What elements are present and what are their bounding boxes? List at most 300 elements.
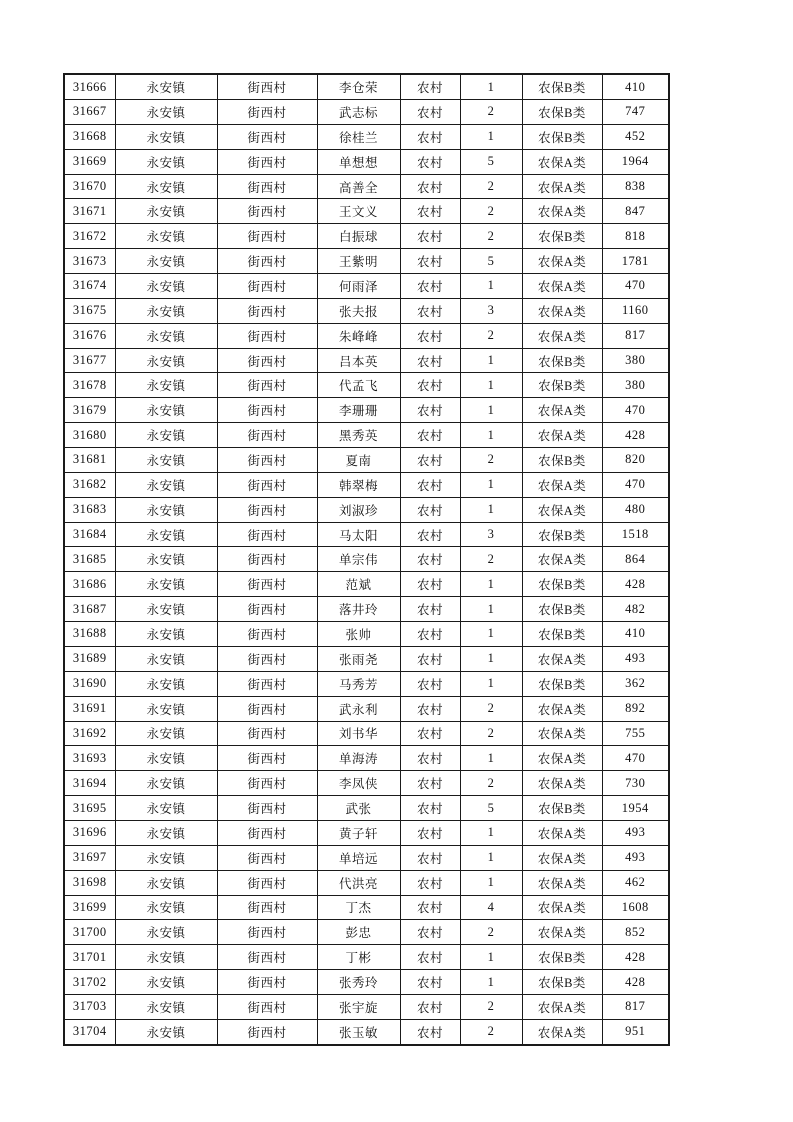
cell-serial-number: 31683 (64, 497, 115, 522)
cell-town: 永安镇 (115, 970, 217, 995)
cell-insurance-category: 农保A类 (522, 845, 602, 870)
cell-household-type: 农村 (400, 199, 460, 224)
cell-household-type: 农村 (400, 74, 460, 100)
cell-amount: 452 (602, 124, 669, 149)
cell-serial-number: 31696 (64, 820, 115, 845)
cell-household-type: 农村 (400, 124, 460, 149)
table-row (64, 74, 669, 100)
cell-person-count: 2 (460, 323, 522, 348)
cell-person-name: 张秀玲 (317, 970, 400, 995)
cell-insurance-category: 农保A类 (522, 174, 602, 199)
cell-amount: 493 (602, 646, 669, 671)
table-row (64, 174, 669, 199)
cell-town: 永安镇 (115, 1019, 217, 1045)
cell-person-count: 2 (460, 771, 522, 796)
table-row (64, 820, 669, 845)
cell-person-name: 黄子轩 (317, 820, 400, 845)
cell-serial-number: 31688 (64, 622, 115, 647)
cell-person-count: 1 (460, 423, 522, 448)
cell-person-name: 丁杰 (317, 895, 400, 920)
cell-amount: 470 (602, 472, 669, 497)
table-row (64, 597, 669, 622)
cell-person-count: 1 (460, 348, 522, 373)
cell-household-type: 农村 (400, 597, 460, 622)
cell-person-name: 王紫明 (317, 249, 400, 274)
cell-serial-number: 31684 (64, 522, 115, 547)
cell-serial-number: 31702 (64, 970, 115, 995)
cell-amount: 1964 (602, 149, 669, 174)
cell-amount: 462 (602, 870, 669, 895)
table-row (64, 994, 669, 1019)
cell-village: 街西村 (217, 870, 317, 895)
cell-insurance-category: 农保B类 (522, 448, 602, 473)
cell-town: 永安镇 (115, 746, 217, 771)
cell-person-count: 1 (460, 820, 522, 845)
cell-person-name: 王文义 (317, 199, 400, 224)
cell-village: 街西村 (217, 696, 317, 721)
cell-town: 永安镇 (115, 820, 217, 845)
table-row (64, 423, 669, 448)
cell-person-name: 刘淑珍 (317, 497, 400, 522)
cell-household-type: 农村 (400, 646, 460, 671)
cell-town: 永安镇 (115, 994, 217, 1019)
table-row (64, 970, 669, 995)
cell-serial-number: 31676 (64, 323, 115, 348)
table-row (64, 448, 669, 473)
cell-person-name: 韩翠梅 (317, 472, 400, 497)
cell-village: 街西村 (217, 448, 317, 473)
cell-household-type: 农村 (400, 820, 460, 845)
cell-town: 永安镇 (115, 423, 217, 448)
cell-amount: 410 (602, 74, 669, 100)
cell-town: 永安镇 (115, 945, 217, 970)
cell-insurance-category: 农保A类 (522, 398, 602, 423)
table-row (64, 920, 669, 945)
cell-insurance-category: 农保A类 (522, 298, 602, 323)
cell-person-count: 2 (460, 920, 522, 945)
cell-village: 街西村 (217, 845, 317, 870)
cell-town: 永安镇 (115, 920, 217, 945)
cell-person-name: 张夫报 (317, 298, 400, 323)
cell-insurance-category: 农保B类 (522, 945, 602, 970)
cell-person-name: 李仓荣 (317, 74, 400, 100)
cell-amount: 482 (602, 597, 669, 622)
cell-household-type: 农村 (400, 348, 460, 373)
cell-person-count: 2 (460, 696, 522, 721)
cell-village: 街西村 (217, 820, 317, 845)
cell-person-count: 1 (460, 74, 522, 100)
cell-serial-number: 31701 (64, 945, 115, 970)
cell-amount: 730 (602, 771, 669, 796)
cell-village: 街西村 (217, 771, 317, 796)
cell-person-count: 1 (460, 945, 522, 970)
cell-person-name: 代孟飞 (317, 373, 400, 398)
cell-amount: 428 (602, 970, 669, 995)
cell-person-count: 1 (460, 870, 522, 895)
cell-household-type: 农村 (400, 497, 460, 522)
cell-person-name: 李珊珊 (317, 398, 400, 423)
cell-serial-number: 31677 (64, 348, 115, 373)
table-row (64, 274, 669, 299)
table-row (64, 124, 669, 149)
cell-amount: 480 (602, 497, 669, 522)
cell-insurance-category: 农保A类 (522, 249, 602, 274)
table-row (64, 100, 669, 125)
cell-insurance-category: 农保B类 (522, 348, 602, 373)
cell-household-type: 农村 (400, 895, 460, 920)
cell-village: 街西村 (217, 124, 317, 149)
cell-person-count: 1 (460, 398, 522, 423)
cell-town: 永安镇 (115, 646, 217, 671)
cell-person-name: 刘书华 (317, 721, 400, 746)
table-row (64, 298, 669, 323)
cell-person-name: 落井玲 (317, 597, 400, 622)
cell-amount: 1954 (602, 796, 669, 821)
cell-person-count: 1 (460, 572, 522, 597)
cell-town: 永安镇 (115, 671, 217, 696)
cell-amount: 817 (602, 994, 669, 1019)
cell-person-count: 1 (460, 622, 522, 647)
cell-town: 永安镇 (115, 274, 217, 299)
cell-serial-number: 31673 (64, 249, 115, 274)
cell-village: 街西村 (217, 920, 317, 945)
cell-town: 永安镇 (115, 622, 217, 647)
cell-town: 永安镇 (115, 224, 217, 249)
cell-person-name: 何雨泽 (317, 274, 400, 299)
cell-person-count: 5 (460, 796, 522, 821)
cell-village: 街西村 (217, 671, 317, 696)
cell-insurance-category: 农保B类 (522, 970, 602, 995)
cell-serial-number: 31685 (64, 547, 115, 572)
cell-amount: 951 (602, 1019, 669, 1045)
cell-person-count: 2 (460, 448, 522, 473)
cell-village: 街西村 (217, 323, 317, 348)
cell-person-name: 朱峰峰 (317, 323, 400, 348)
cell-person-count: 1 (460, 373, 522, 398)
cell-insurance-category: 农保B类 (522, 622, 602, 647)
cell-amount: 428 (602, 945, 669, 970)
cell-insurance-category: 农保A类 (522, 323, 602, 348)
cell-insurance-category: 农保B类 (522, 373, 602, 398)
cell-serial-number: 31700 (64, 920, 115, 945)
cell-person-count: 2 (460, 100, 522, 125)
table-row (64, 323, 669, 348)
cell-insurance-category: 农保A类 (522, 771, 602, 796)
cell-village: 街西村 (217, 970, 317, 995)
cell-person-name: 武永利 (317, 696, 400, 721)
cell-village: 街西村 (217, 646, 317, 671)
cell-person-count: 1 (460, 497, 522, 522)
cell-town: 永安镇 (115, 895, 217, 920)
cell-village: 街西村 (217, 522, 317, 547)
table-row (64, 671, 669, 696)
cell-household-type: 农村 (400, 274, 460, 299)
cell-village: 街西村 (217, 597, 317, 622)
cell-person-name: 李凤侠 (317, 771, 400, 796)
cell-person-name: 张宇旋 (317, 994, 400, 1019)
cell-person-count: 1 (460, 597, 522, 622)
cell-village: 街西村 (217, 199, 317, 224)
cell-amount: 362 (602, 671, 669, 696)
cell-insurance-category: 农保A类 (522, 423, 602, 448)
cell-person-name: 代洪亮 (317, 870, 400, 895)
cell-town: 永安镇 (115, 448, 217, 473)
cell-village: 街西村 (217, 74, 317, 100)
cell-serial-number: 31693 (64, 746, 115, 771)
table-row (64, 1019, 669, 1045)
cell-person-name: 武张 (317, 796, 400, 821)
cell-serial-number: 31668 (64, 124, 115, 149)
cell-person-name: 张玉敏 (317, 1019, 400, 1045)
cell-insurance-category: 农保B类 (522, 572, 602, 597)
table-row (64, 746, 669, 771)
cell-serial-number: 31691 (64, 696, 115, 721)
cell-household-type: 农村 (400, 423, 460, 448)
cell-amount: 1518 (602, 522, 669, 547)
table-row (64, 224, 669, 249)
cell-amount: 493 (602, 845, 669, 870)
table-row (64, 472, 669, 497)
cell-amount: 852 (602, 920, 669, 945)
cell-town: 永安镇 (115, 199, 217, 224)
cell-serial-number: 31689 (64, 646, 115, 671)
cell-amount: 410 (602, 622, 669, 647)
cell-household-type: 农村 (400, 870, 460, 895)
cell-person-count: 5 (460, 149, 522, 174)
cell-insurance-category: 农保A类 (522, 721, 602, 746)
cell-insurance-category: 农保A类 (522, 646, 602, 671)
cell-town: 永安镇 (115, 597, 217, 622)
cell-person-count: 1 (460, 274, 522, 299)
cell-town: 永安镇 (115, 497, 217, 522)
cell-village: 街西村 (217, 373, 317, 398)
cell-insurance-category: 农保A类 (522, 696, 602, 721)
cell-town: 永安镇 (115, 373, 217, 398)
cell-person-name: 夏南 (317, 448, 400, 473)
cell-amount: 493 (602, 820, 669, 845)
cell-village: 街西村 (217, 100, 317, 125)
cell-amount: 755 (602, 721, 669, 746)
cell-town: 永安镇 (115, 721, 217, 746)
table-row (64, 945, 669, 970)
cell-person-name: 马秀芳 (317, 671, 400, 696)
cell-amount: 864 (602, 547, 669, 572)
cell-person-count: 1 (460, 970, 522, 995)
cell-serial-number: 31679 (64, 398, 115, 423)
cell-serial-number: 31674 (64, 274, 115, 299)
cell-insurance-category: 农保B类 (522, 597, 602, 622)
cell-village: 街西村 (217, 423, 317, 448)
cell-village: 街西村 (217, 1019, 317, 1045)
cell-insurance-category: 农保A类 (522, 274, 602, 299)
cell-person-count: 2 (460, 199, 522, 224)
cell-serial-number: 31680 (64, 423, 115, 448)
cell-town: 永安镇 (115, 174, 217, 199)
table-row (64, 199, 669, 224)
cell-village: 街西村 (217, 274, 317, 299)
table-row (64, 696, 669, 721)
cell-person-name: 徐桂兰 (317, 124, 400, 149)
cell-serial-number: 31692 (64, 721, 115, 746)
cell-household-type: 农村 (400, 149, 460, 174)
cell-amount: 838 (602, 174, 669, 199)
cell-serial-number: 31703 (64, 994, 115, 1019)
cell-amount: 1781 (602, 249, 669, 274)
cell-person-name: 单培远 (317, 845, 400, 870)
cell-person-name: 单海涛 (317, 746, 400, 771)
cell-household-type: 农村 (400, 721, 460, 746)
cell-town: 永安镇 (115, 845, 217, 870)
table-row (64, 796, 669, 821)
cell-town: 永安镇 (115, 100, 217, 125)
cell-amount: 817 (602, 323, 669, 348)
cell-amount: 818 (602, 224, 669, 249)
cell-serial-number: 31698 (64, 870, 115, 895)
table-row (64, 497, 669, 522)
table-row (64, 771, 669, 796)
cell-insurance-category: 农保B类 (522, 671, 602, 696)
table-row (64, 149, 669, 174)
cell-household-type: 农村 (400, 945, 460, 970)
cell-household-type: 农村 (400, 572, 460, 597)
table-body (64, 74, 669, 1045)
table-row (64, 249, 669, 274)
cell-town: 永安镇 (115, 323, 217, 348)
cell-town: 永安镇 (115, 796, 217, 821)
cell-town: 永安镇 (115, 870, 217, 895)
cell-insurance-category: 农保A类 (522, 547, 602, 572)
cell-village: 街西村 (217, 224, 317, 249)
cell-person-name: 张帅 (317, 622, 400, 647)
cell-household-type: 农村 (400, 671, 460, 696)
cell-household-type: 农村 (400, 323, 460, 348)
cell-person-name: 范斌 (317, 572, 400, 597)
cell-amount: 428 (602, 572, 669, 597)
cell-village: 街西村 (217, 174, 317, 199)
table-row (64, 646, 669, 671)
cell-town: 永安镇 (115, 696, 217, 721)
cell-serial-number: 31690 (64, 671, 115, 696)
cell-person-name: 单宗伟 (317, 547, 400, 572)
cell-amount: 470 (602, 274, 669, 299)
cell-insurance-category: 农保A类 (522, 920, 602, 945)
cell-serial-number: 31699 (64, 895, 115, 920)
cell-household-type: 农村 (400, 100, 460, 125)
cell-village: 街西村 (217, 721, 317, 746)
cell-person-count: 2 (460, 547, 522, 572)
table-row (64, 845, 669, 870)
cell-household-type: 农村 (400, 224, 460, 249)
cell-household-type: 农村 (400, 373, 460, 398)
cell-village: 街西村 (217, 622, 317, 647)
cell-serial-number: 31704 (64, 1019, 115, 1045)
cell-insurance-category: 农保B类 (522, 100, 602, 125)
cell-village: 街西村 (217, 994, 317, 1019)
cell-insurance-category: 农保A类 (522, 149, 602, 174)
cell-person-count: 2 (460, 721, 522, 746)
cell-serial-number: 31681 (64, 448, 115, 473)
cell-town: 永安镇 (115, 149, 217, 174)
cell-village: 街西村 (217, 149, 317, 174)
cell-amount: 470 (602, 398, 669, 423)
cell-serial-number: 31686 (64, 572, 115, 597)
cell-amount: 820 (602, 448, 669, 473)
cell-household-type: 农村 (400, 796, 460, 821)
cell-person-name: 丁彬 (317, 945, 400, 970)
cell-household-type: 农村 (400, 771, 460, 796)
cell-village: 街西村 (217, 398, 317, 423)
cell-household-type: 农村 (400, 174, 460, 199)
cell-serial-number: 31667 (64, 100, 115, 125)
cell-insurance-category: 农保A类 (522, 870, 602, 895)
cell-serial-number: 31669 (64, 149, 115, 174)
cell-household-type: 农村 (400, 994, 460, 1019)
cell-person-name: 白振球 (317, 224, 400, 249)
cell-insurance-category: 农保A类 (522, 746, 602, 771)
cell-person-count: 1 (460, 124, 522, 149)
table-row (64, 572, 669, 597)
cell-amount: 892 (602, 696, 669, 721)
cell-town: 永安镇 (115, 472, 217, 497)
cell-town: 永安镇 (115, 249, 217, 274)
insurance-roster-table (63, 73, 670, 1046)
cell-serial-number: 31666 (64, 74, 115, 100)
cell-serial-number: 31678 (64, 373, 115, 398)
table-row (64, 522, 669, 547)
cell-insurance-category: 农保B类 (522, 796, 602, 821)
cell-person-count: 1 (460, 746, 522, 771)
cell-household-type: 农村 (400, 398, 460, 423)
cell-household-type: 农村 (400, 1019, 460, 1045)
cell-person-count: 1 (460, 646, 522, 671)
cell-household-type: 农村 (400, 472, 460, 497)
cell-person-count: 4 (460, 895, 522, 920)
cell-amount: 428 (602, 423, 669, 448)
cell-village: 街西村 (217, 472, 317, 497)
cell-serial-number: 31670 (64, 174, 115, 199)
cell-person-name: 张雨尧 (317, 646, 400, 671)
cell-amount: 380 (602, 348, 669, 373)
cell-serial-number: 31682 (64, 472, 115, 497)
cell-person-name: 马太阳 (317, 522, 400, 547)
table-row (64, 398, 669, 423)
cell-serial-number: 31697 (64, 845, 115, 870)
cell-town: 永安镇 (115, 522, 217, 547)
table-row (64, 622, 669, 647)
cell-household-type: 农村 (400, 622, 460, 647)
cell-person-name: 彭忠 (317, 920, 400, 945)
cell-person-count: 1 (460, 671, 522, 696)
cell-serial-number: 31694 (64, 771, 115, 796)
cell-household-type: 农村 (400, 696, 460, 721)
cell-town: 永安镇 (115, 771, 217, 796)
cell-insurance-category: 农保A类 (522, 994, 602, 1019)
cell-village: 街西村 (217, 298, 317, 323)
cell-town: 永安镇 (115, 398, 217, 423)
table-row (64, 373, 669, 398)
cell-person-name: 单想想 (317, 149, 400, 174)
cell-household-type: 农村 (400, 298, 460, 323)
cell-town: 永安镇 (115, 348, 217, 373)
cell-town: 永安镇 (115, 572, 217, 597)
cell-serial-number: 31671 (64, 199, 115, 224)
cell-person-name: 高善全 (317, 174, 400, 199)
cell-household-type: 农村 (400, 522, 460, 547)
cell-household-type: 农村 (400, 970, 460, 995)
cell-amount: 747 (602, 100, 669, 125)
table-row (64, 870, 669, 895)
cell-person-count: 5 (460, 249, 522, 274)
